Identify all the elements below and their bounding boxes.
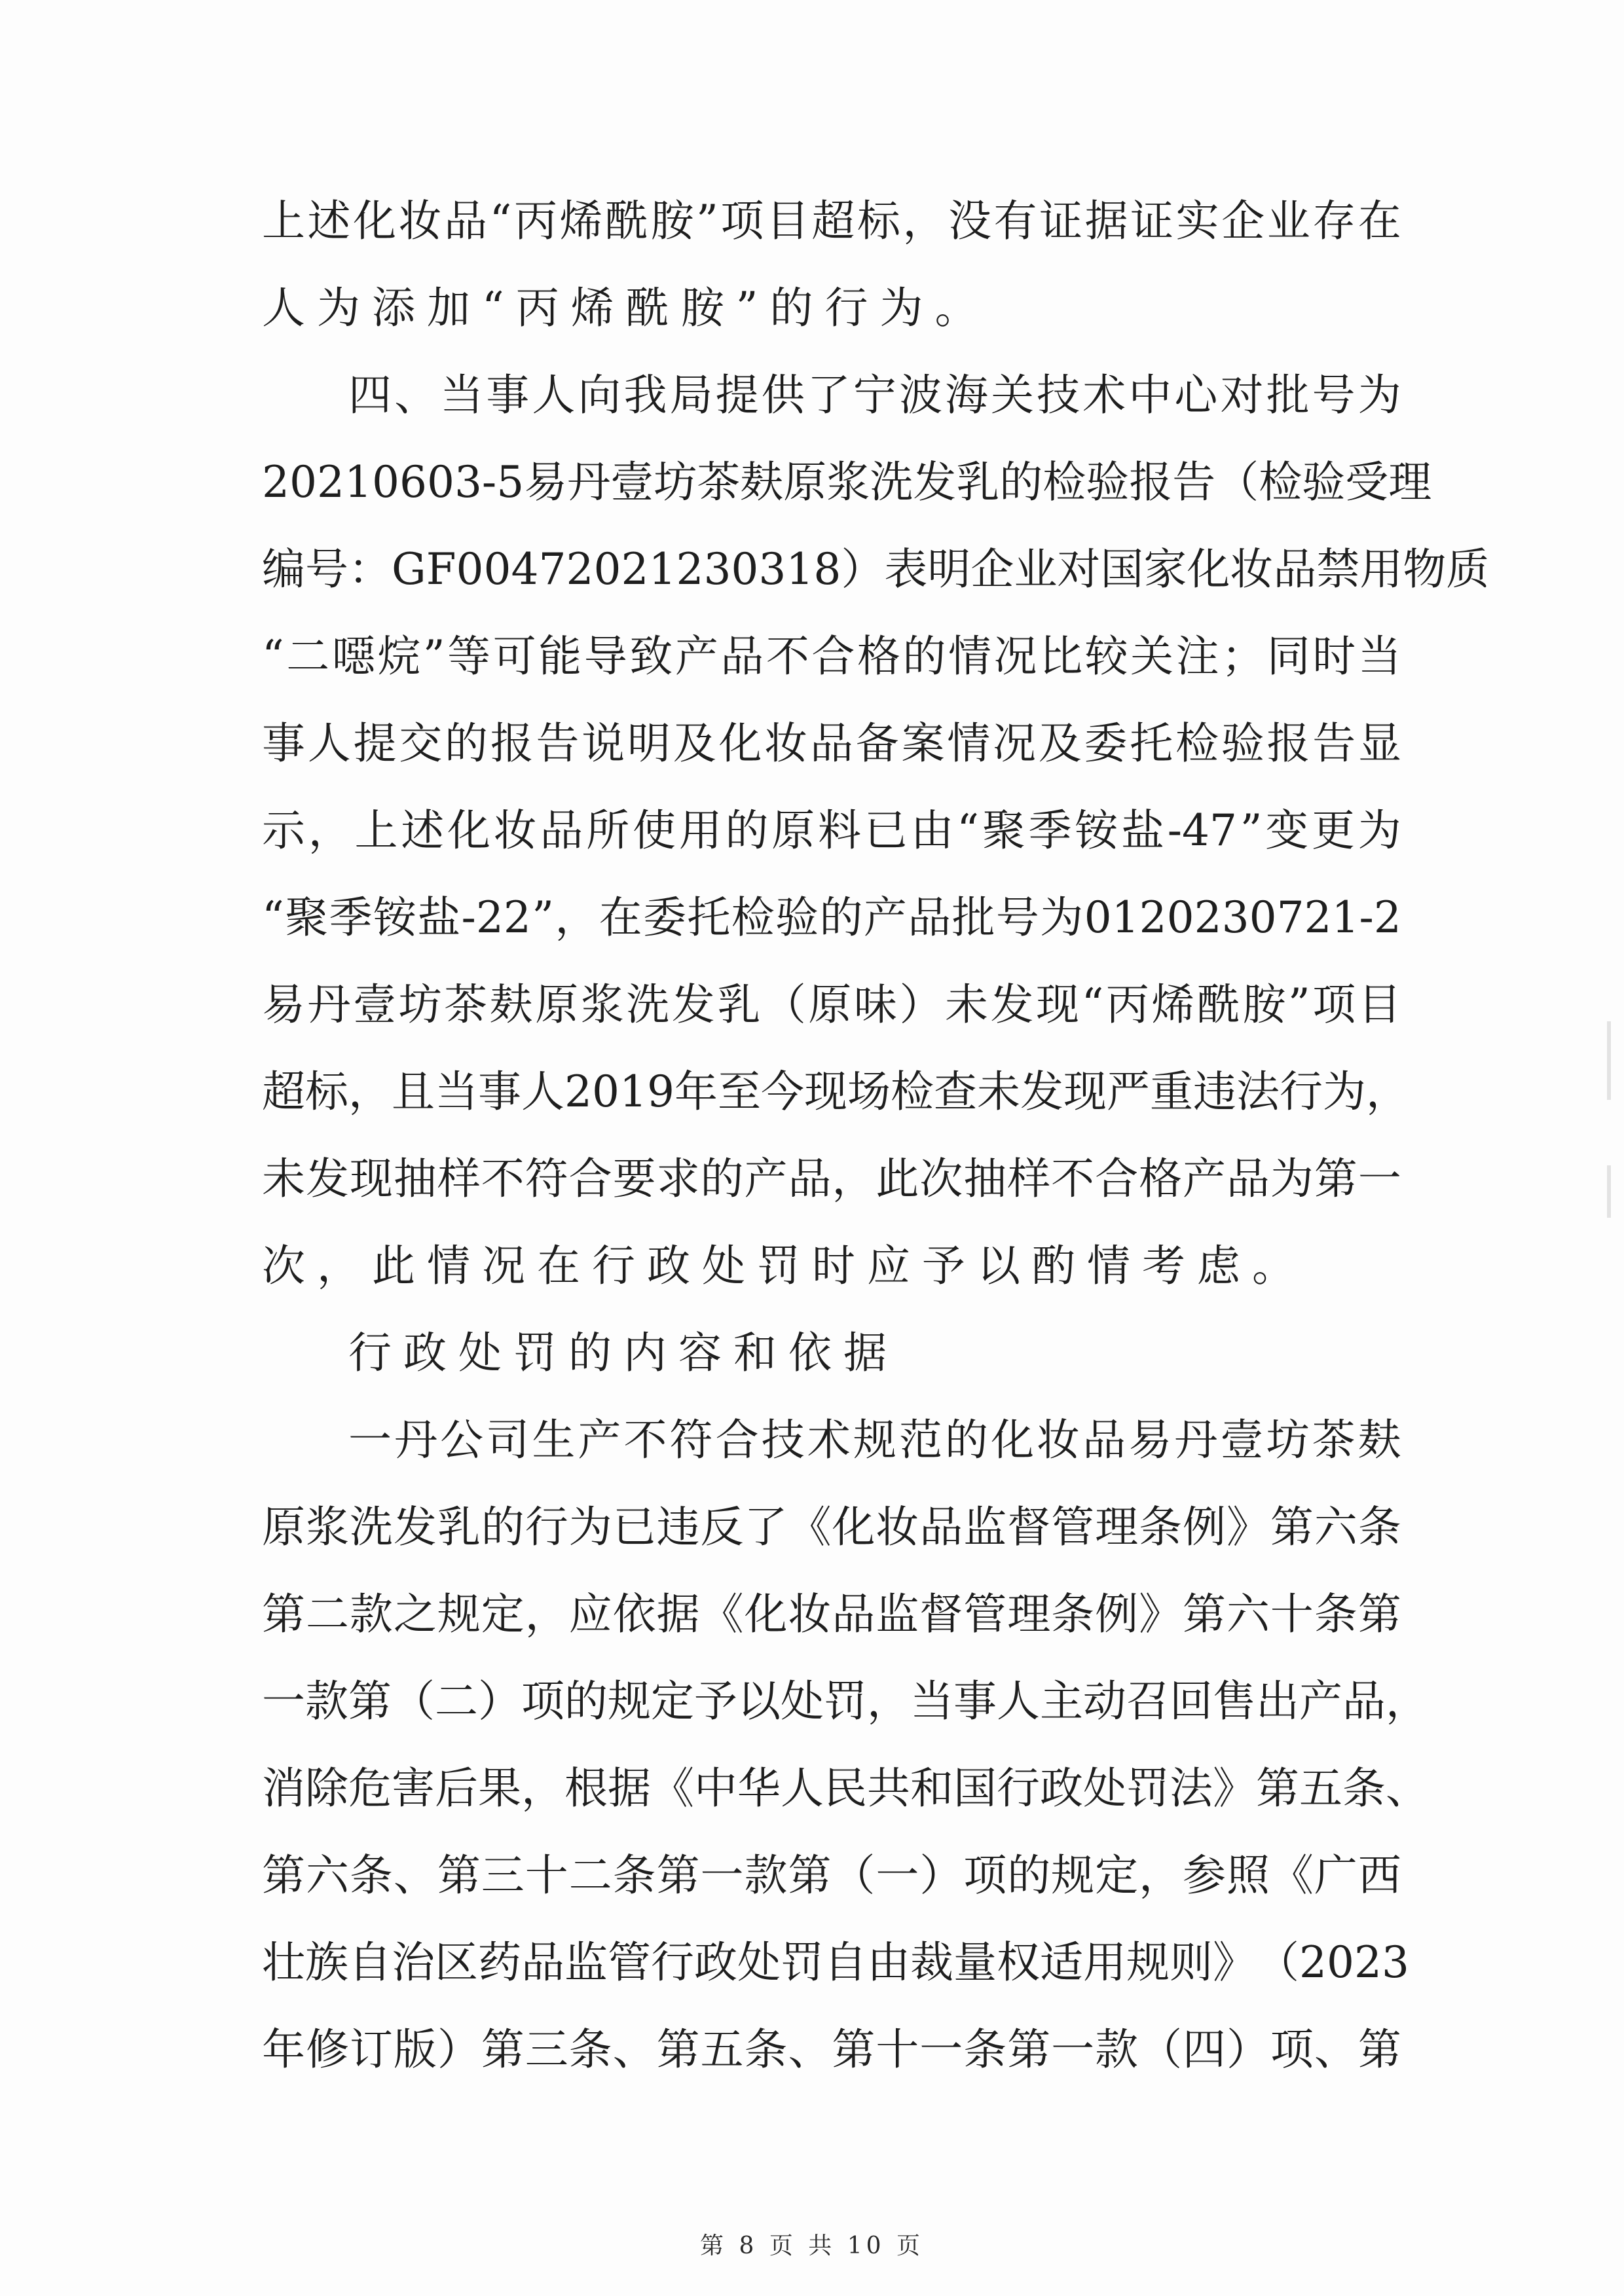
scan-edge-mark <box>1607 1165 1611 1218</box>
text-line: 超 标 ， 且 当 事 人 2019 年 至 今 现 场 检 查 未 发 现 严 重 违 法 行 为 ， <box>262 1066 1409 1117</box>
text-line: 一 丹 公 司 生 产 不 符 合 技 术 规 范 的 化 妆 品 易 丹 壹 坊 茶 麸 <box>348 1415 1401 1465</box>
text-line: 次，此情况在行政处罚时应予以酌情考虑。 <box>262 1241 1307 1291</box>
text-line: “ 聚 季 铵 盐 -22 ” ， 在 委 托 检 验 的 产 品 批 号 为 0120230721-2 <box>262 892 1401 943</box>
text-line: 第 二 款 之 规 定 ， 应 依 据 《 化 妆 品 监 督 管 理 条 例 》 第 六 十 条 第 <box>262 1589 1401 1639</box>
text-line: 四 、 当 事 人 向 我 局 提 供 了 宁 波 海 关 技 术 中 心 对 批 号 为 <box>348 370 1401 420</box>
text-line: 20210603-5 易 丹 壹 坊 茶 麸 原 浆 洗 发 乳 的 检 验 报 告 （ 检 验 受 理 <box>262 457 1432 507</box>
text-line: “ 二 噁 烷 ” 等 可 能 导 致 产 品 不 合 格 的 情 况 比 较 关 注 ； 同 时 当 <box>262 631 1401 682</box>
text-line: 第 六 条 、 第 三 十 二 条 第 一 款 第 （ 一 ） 项 的 规 定 ， 参 照 《 广 西 <box>262 1850 1401 1901</box>
text-line: 消 除 危 害 后 果 ， 根 据 《 中 华 人 民 共 和 国 行 政 处 罚 法 》 第 五 条 、 <box>262 1763 1429 1813</box>
text-line: 人为添加“丙烯酰胺”的行为。 <box>262 283 990 333</box>
text-line: 壮 族 自 治 区 药 品 监 管 行 政 处 罚 自 由 裁 量 权 适 用 规 则 》 （ 2023 <box>262 1937 1409 1988</box>
scan-edge-mark <box>1607 1021 1611 1100</box>
text-line: 易 丹 壹 坊 茶 麸 原 浆 洗 发 乳 （ 原 味 ） 未 发 现 “ 丙 烯 酰 胺 ” 项 目 <box>262 979 1401 1030</box>
text-line: 原 浆 洗 发 乳 的 行 为 已 违 反 了 《 化 妆 品 监 督 管 理 条 例 》 第 六 条 <box>262 1502 1401 1552</box>
text-line: 一 款 第 （ 二 ） 项 的 规 定 予 以 处 罚 ， 当 事 人 主 动 召 回 售 出 产 品 ， <box>262 1676 1429 1726</box>
text-line: 示 ， 上 述 化 妆 品 所 使 用 的 原 料 已 由 “ 聚 季 铵 盐 -47 ” 变 更 为 <box>262 805 1401 856</box>
page-footer: 第 8 页 共 10 页 <box>700 2232 924 2259</box>
text-line: 行政处罚的内容和依据 <box>348 1328 898 1378</box>
text-line: 上 述 化 妆 品 “ 丙 烯 酰 胺 ” 项 目 超 标 ， 没 有 证 据 证 实 企 业 存 在 <box>262 196 1401 246</box>
text-line: 未 发 现 抽 样 不 符 合 要 求 的 产 品 ， 此 次 抽 样 不 合 格 产 品 为 第 一 <box>262 1154 1401 1204</box>
text-line: 年 修 订 版 ） 第 三 条 、 第 五 条 、 第 十 一 条 第 一 款 （ 四 ） 项 、 第 <box>262 2024 1401 2075</box>
text-line: 事 人 提 交 的 报 告 说 明 及 化 妆 品 备 案 情 况 及 委 托 检 验 报 告 显 <box>262 718 1401 769</box>
text-line: 编 号 ： GF00472021230318 ） 表 明 企 业 对 国 家 化 妆 品 禁 用 物 质 <box>262 544 1490 594</box>
